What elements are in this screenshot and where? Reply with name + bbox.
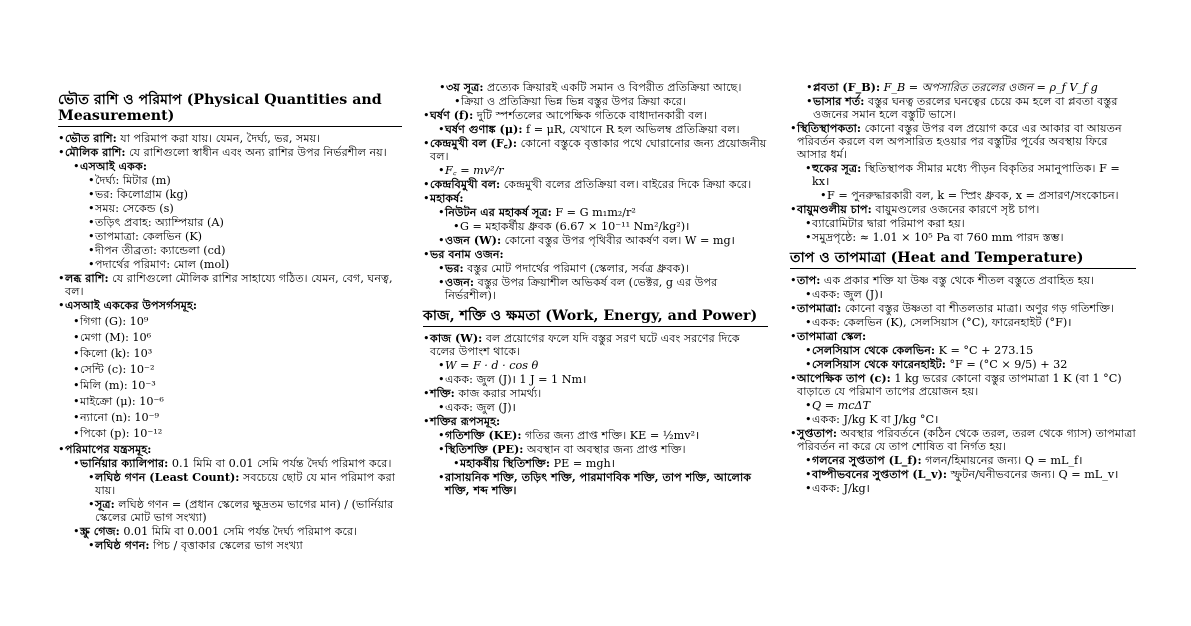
list-item: • ভর: কিলোগ্রাম (kg) [88, 188, 402, 201]
list-item: • সেলসিয়াস থেকে কেলভিন: K = °C + 273.15 [805, 344, 1136, 357]
list-item: • দৈর্ঘ্য: মিটার (m) [88, 174, 402, 187]
list-item: • W = F · d · cos θ [438, 359, 768, 372]
list-item: • একক: কেলভিন (K), সেলসিয়াস (°C), ফারেনহাইট (°F)। [805, 316, 1136, 329]
list-item: • আপেক্ষিক তাপ (c): 1 kg ভরের কোনো বস্তুর তাপমাত্রা 1 K (বা 1 °C) বাড়াতে যে পরিমাণ তাপের প্রয়োজন হয়। • Q = mcΔT • একক: J/kg K বা J/kg °C। [790, 372, 1136, 426]
list-item: • ন্যানো (n): 10⁻⁹ [73, 411, 402, 424]
list-item: • পদার্থের পরিমাণ: মোল (mol) [88, 258, 402, 271]
list-item: • স্থিতিস্থাপকতা: কোনো বস্তুর উপর বল প্রয়োগ করে এর আকার বা আয়তন পরিবর্তন করলে বল অপসারিত হওয়ার পর বস্তুটির পূর্বের অবস্থায় ফিরে আসার ধর্ম। • হুকের সূত্র: স্থিতিস্থাপক সীমার মধ্যে পীড়ন বিকৃতির সমানুপাতিক। F = kx। • F = পুনরুদ্ধারকারী বল, k = স্প্রিং ধ্রুবক, x = প্রসারণ/সংকোচন। [790, 122, 1136, 202]
list-item: • লঘিষ্ঠ গণন: পিচ / বৃত্তাকার স্কেলের ভাগ সংখ্যা [88, 539, 402, 552]
section-heading-work-energy: কাজ, শক্তি ও ক্ষমতা (Work, Energy, and Power) [423, 308, 768, 327]
list-item: • কাজ (W): বল প্রয়োগের ফলে যদি বস্তুর সরণ ঘটে এবং সরণের দিকে বলের উপাংশ থাকে। • W = F · d · cos θ • একক: জুল (J)। 1 J = 1 Nm। [423, 332, 768, 386]
list-item: • ঘর্ষণ (f): দুটি স্পর্শতলের আপেক্ষিক গতিকে বাধাদানকারী বল। • ঘর্ষণ গুণাঙ্ক (μ): f = μR, যেখানে R হল অভিলম্ব প্রতিক্রিয়া বল। [423, 109, 768, 136]
list-item: • নিউটন এর মহাকর্ষ সূত্র: F = G m₁m₂/r² • G = মহাকর্ষীয় ধ্রুবক (6.67 × 10⁻¹¹ Nm²/kg²)। [438, 206, 768, 233]
list-item: • তাপমাত্রা: কেলভিন (K) [88, 230, 402, 243]
list-item: • একক: জুল (J)। 1 J = 1 Nm। [438, 373, 768, 386]
column-2 [423, 80, 768, 498]
list-item: • গিগা (G): 10⁹ [73, 315, 402, 328]
list-item: • সূত্র: লঘিষ্ঠ গণন = (প্রধান স্কেলের ক্ষুদ্রতম ভাগের মান) / (ভার্নিয়ার স্কেলের মোট ভাগ সংখ্যা) [88, 498, 402, 524]
dynamics-list [423, 81, 768, 302]
list-item: • ঘর্ষণ গুণাঙ্ক (μ): f = μR, যেখানে R হল অভিলম্ব প্রতিক্রিয়া বল। [438, 123, 768, 136]
list-item: • এসআই এককের উপসর্গসমূহ: • গিগা (G): 10⁹ • মেগা (M): 10⁶ • কিলো (k): 10³ • সেন্টি (c): 10⁻² • মিলি (m): 10⁻³ • মাইক্রো (μ): 10⁻⁶ • ন্যানো (n): 10⁻⁹ • পিকো (p): 10⁻¹² [58, 299, 402, 440]
list-item: • পিকো (p): 10⁻¹² [73, 427, 402, 440]
list-item: • F = পুনরুদ্ধারকারী বল, k = স্প্রিং ধ্রুবক, x = প্রসারণ/সংকোচন। [820, 189, 1136, 202]
fluids-elasticity-list [790, 81, 1136, 244]
list-item: • তড়িৎ প্রবাহ: অ্যাম্পিয়ার (A) [88, 216, 402, 229]
list-item: • একক: জুল (J)। [805, 288, 1136, 301]
list-item: • ওজন: বস্তুর উপর ক্রিয়াশীল অভিকর্ষ বল (ভেক্টর, g এর উপর নির্ভরশীল)। [438, 276, 768, 302]
list-item: • রাসায়নিক শক্তি, তড়িৎ শক্তি, পারমাণবিক শক্তি, তাপ শক্তি, আলোক শক্তি, শব্দ শক্তি। [438, 471, 768, 497]
list-item: • লঘিষ্ঠ গণন (Least Count): সবচেয়ে ছোট যে মান পরিমাপ করা যায়। [88, 471, 402, 497]
list-item: • কেন্দ্রবিমুখী বল: কেন্দ্রমুখী বলের প্রতিক্রিয়া বল। বাইরের দিকে ক্রিয়া করে। [423, 178, 768, 191]
list-item: • শক্তি: কাজ করার সামর্থ্য। • একক: জুল (J)। [423, 387, 768, 414]
list-item: • Q = mcΔT [805, 399, 1136, 412]
list-item: • ৩য় সূত্র: প্রত্যেক ক্রিয়ারই একটি সমান ও বিপরীত প্রতিক্রিয়া আছে। • ক্রিয়া ও প্রতিক্রিয়া ভিন্ন ভিন্ন বস্তুর উপর ক্রিয়া করে। [439, 81, 768, 108]
section-heading-heat-temperature: তাপ ও তাপমাত্রা (Heat and Temperature) [790, 250, 1136, 269]
list-item: • গতিশক্তি (KE): গতির জন্য প্রাপ্ত শক্তি। KE = ½mv²। [438, 429, 768, 442]
list-item: • কেন্দ্রমুখী বল (F꜀): কোনো বস্তুকে বৃত্তাকার পথে ঘোরানোর জন্য প্রয়োজনীয় বল। • F꜀ = mv²/r [423, 137, 768, 177]
list-item: • একক: জুল (J)। [438, 401, 768, 414]
list-item: • ভার্নিয়ার ক্যালিপার: 0.1 মিমি বা 0.01 সেমি পর্যন্ত দৈর্ঘ্য পরিমাপ করে। • লঘিষ্ঠ গণন (Least Count): সবচেয়ে ছোট যে মান পরিমাপ করা যায়। • সূত্র: লঘিষ্ঠ গণন = (প্রধান স্কেলের ক্ষুদ্রতম ভাগের মান) / (ভার্নিয়ার স্কেলের মোট ভাগ সংখ্যা) [73, 457, 402, 524]
list-item: • ভর: বস্তুর মোট পদার্থের পরিমাণ (স্কেলার, সর্বত্র ধ্রুবক)। [438, 262, 768, 275]
list-item: • F꜀ = mv²/r [438, 164, 768, 177]
list-item: • হুকের সূত্র: স্থিতিস্থাপক সীমার মধ্যে পীড়ন বিকৃতির সমানুপাতিক। F = kx। • F = পুনরুদ্ধারকারী বল, k = স্প্রিং ধ্রুবক, x = প্রসারণ/সংকোচন। [805, 162, 1136, 202]
list-item: • ওজন (W): কোনো বস্তুর উপর পৃথিবীর আকর্ষণ বল। W = mg। [438, 234, 768, 247]
work-energy-list [423, 332, 768, 497]
list-item: • ভাসার শর্ত: বস্তুর ঘনত্ব তরলের ঘনত্বের চেয়ে কম হলে বা প্লবতা বস্তুর ওজনের সমান হলে বস্তুটি ভাসে। [806, 95, 1136, 121]
list-item: • তাপমাত্রা স্কেল: • সেলসিয়াস থেকে কেলভিন: K = °C + 273.15 • সেলসিয়াস থেকে ফারেনহাইট: °F = (°C × 9/5) + 32 [790, 330, 1136, 371]
list-item: • পরিমাপের যন্ত্রসমূহ: • ভার্নিয়ার ক্যালিপার: 0.1 মিমি বা 0.01 সেমি পর্যন্ত দৈর্ঘ্য পরিমাপ করে। • লঘিষ্ঠ গণন (Least Count): সবচেয়ে ছোট যে মান পরিমাপ করা যায়। • সূত্র: লঘিষ্ঠ গণন = (প্রধান স্কেলের ক্ষুদ্রতম ভাগের মান) / (ভার্নিয়ার স্কেলের মোট ভাগ সংখ্যা) • স্ক্রু গেজ: 0.01 মিমি বা 0.001 সেমি পর্যন্ত দৈর্ঘ্য পরিমাপ করে। • লঘিষ্ঠ গণন: পিচ / বৃত্তাকার স্কেলের ভাগ সংখ্যা [58, 443, 402, 552]
list-item: • গলনের সুপ্ততাপ (L_f): গলন/হিমায়নের জন্য। Q = mL_f। [805, 454, 1136, 467]
list-item: • মহাকর্ষীয় স্থিতিশক্তি: PE = mgh। [453, 457, 768, 470]
list-item: • সেলসিয়াস থেকে ফারেনহাইট: °F = (°C × 9/5) + 32 [805, 358, 1136, 371]
list-item: • একক: J/kg। [805, 482, 1136, 495]
list-item: • লব্ধ রাশি: যে রাশিগুলো মৌলিক রাশির সাহায্যে গঠিত। যেমন, বেগ, ঘনত্ব, বল। [58, 272, 402, 298]
list-item: • মাইক্রো (μ): 10⁻⁶ [73, 395, 402, 408]
list-item: • মহাকর্ষ: • নিউটন এর মহাকর্ষ সূত্র: F = G m₁m₂/r² • G = মহাকর্ষীয় ধ্রুবক (6.67 × 10⁻¹¹ Nm²/kg²)। • ওজন (W): কোনো বস্তুর উপর পৃথিবীর আকর্ষণ বল। W = mg। [423, 192, 768, 247]
list-item: • G = মহাকর্ষীয় ধ্রুবক (6.67 × 10⁻¹¹ Nm²/kg²)। [453, 220, 768, 233]
column-1 [58, 92, 402, 553]
list-item: • একক: J/kg K বা J/kg °C। [805, 413, 1136, 426]
list-item: • মৌলিক রাশি: যে রাশিগুলো স্বাধীন এবং অন্য রাশির উপর নির্ভরশীল নয়। • এসআই একক: • দৈর্ঘ্য: মিটার (m) • ভর: কিলোগ্রাম (kg) • সময়: সেকেন্ড (s) • তড়িৎ প্রবাহ: অ্যাম্পিয়ার (A) • তাপমাত্রা: কেলভিন (K) • দীপন তীব্রতা: ক্যান্ডেলা (cd) • পদার্থের পরিমাণ: মোল (mol) [58, 146, 402, 271]
list-item: • স্ক্রু গেজ: 0.01 মিমি বা 0.001 সেমি পর্যন্ত দৈর্ঘ্য পরিমাপ করে। • লঘিষ্ঠ গণন: পিচ / বৃত্তাকার স্কেলের ভাগ সংখ্যা [73, 525, 402, 552]
list-item: • প্লবতা (F_B): F_B = অপসারিত তরলের ওজন = ρ_f V_f g [806, 81, 1136, 94]
heat-temperature-list [790, 274, 1136, 495]
list-item: • কিলো (k): 10³ [73, 347, 402, 360]
list-item: • বাষ্পীভবনের সুপ্ততাপ (L_v): স্ফুটন/ঘনীভবনের জন্য। Q = mL_v। [805, 468, 1136, 481]
list-item: • বায়ুমণ্ডলীয় চাপ: বায়ুমণ্ডলের ওজনের কারণে সৃষ্ট চাপ। • ব্যারোমিটার দ্বারা পরিমাপ করা হয়। • সমুদ্রপৃষ্ঠে: ≈ 1.01 × 10⁵ Pa বা 760 mm পারদ স্তম্ভ। [790, 203, 1136, 244]
list-item: • এসআই একক: • দৈর্ঘ্য: মিটার (m) • ভর: কিলোগ্রাম (kg) • সময়: সেকেন্ড (s) • তড়িৎ প্রবাহ: অ্যাম্পিয়ার (A) • তাপমাত্রা: কেলভিন (K) • দীপন তীব্রতা: ক্যান্ডেলা (cd) • পদার্থের পরিমাণ: মোল (mol) [73, 160, 402, 271]
list-item: • ভৌত রাশি: যা পরিমাপ করা যায়। যেমন, দৈর্ঘ্য, ভর, সময়। [58, 132, 402, 145]
list-item: • তাপমাত্রা: কোনো বস্তুর উষ্ণতা বা শীতলতার মাত্রা। অণুর গড় গতিশক্তি। • একক: কেলভিন (K), সেলসিয়াস (°C), ফারেনহাইট (°F)। [790, 302, 1136, 329]
list-item: • ক্রিয়া ও প্রতিক্রিয়া ভিন্ন ভিন্ন বস্তুর উপর ক্রিয়া করে। [454, 95, 768, 108]
list-item: • ব্যারোমিটার দ্বারা পরিমাপ করা হয়। [805, 217, 1136, 230]
list-item: • সুপ্ততাপ: অবস্থার পরিবর্তনে (কঠিন থেকে তরল, তরল থেকে গ্যাস) তাপমাত্রা পরিবর্তন না করে যে তাপ শোষিত বা নির্গত হয়। • গলনের সুপ্ততাপ (L_f): গলন/হিমায়নের জন্য। Q = mL_f। • বাষ্পীভবনের সুপ্ততাপ (L_v): স্ফুটন/ঘনীভবনের জন্য। Q = mL_v। • একক: J/kg। [790, 427, 1136, 495]
list-item: • সময়: সেকেন্ড (s) [88, 202, 402, 215]
list-item: • দীপন তীব্রতা: ক্যান্ডেলা (cd) [88, 244, 402, 257]
list-item: • শক্তির রূপসমূহ: • গতিশক্তি (KE): গতির জন্য প্রাপ্ত শক্তি। KE = ½mv²। • স্থিতিশক্তি (PE): অবস্থান বা অবস্থার জন্য প্রাপ্ত শক্তি। • মহাকর্ষীয় স্থিতিশক্তি: PE = mgh। • রাসায়নিক শক্তি, তড়িৎ শক্তি, পারমাণবিক শক্তি, তাপ শক্তি, আলোক শক্তি, শব্দ শক্তি। [423, 415, 768, 497]
list-item: • সমুদ্রপৃষ্ঠে: ≈ 1.01 × 10⁵ Pa বা 760 mm পারদ স্তম্ভ। [805, 231, 1136, 244]
section-heading-physical-quantities: ভৌত রাশি ও পরিমাপ (Physical Quantities and Measurement) [58, 92, 402, 127]
physical-quantities-list [58, 132, 402, 552]
list-item: • সেন্টি (c): 10⁻² [73, 363, 402, 376]
list-item: • ভর বনাম ওজন: • ভর: বস্তুর মোট পদার্থের পরিমাণ (স্কেলার, সর্বত্র ধ্রুবক)। • ওজন: বস্তুর উপর ক্রিয়াশীল অভিকর্ষ বল (ভেক্টর, g এর উপর নির্ভরশীল)। [423, 248, 768, 302]
list-item: • মিলি (m): 10⁻³ [73, 379, 402, 392]
list-item: • মেগা (M): 10⁶ [73, 331, 402, 344]
column-3 [790, 80, 1136, 496]
list-item: • স্থিতিশক্তি (PE): অবস্থান বা অবস্থার জন্য প্রাপ্ত শক্তি। • মহাকর্ষীয় স্থিতিশক্তি: PE = mgh। [438, 443, 768, 470]
list-item: • তাপ: এক প্রকার শক্তি যা উষ্ণ বস্তু থেকে শীতল বস্তুতে প্রবাহিত হয়। • একক: জুল (J)। [790, 274, 1136, 301]
